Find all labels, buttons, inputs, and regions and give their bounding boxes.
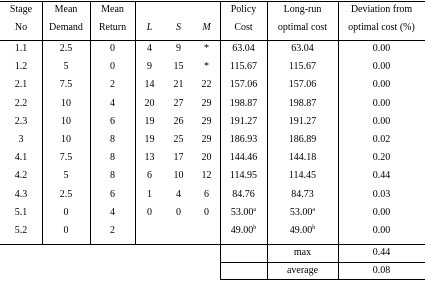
table-cell-policy: [220, 207, 267, 219]
table-cell-M: [193, 116, 220, 128]
table-cell-M: [193, 43, 220, 55]
table-cell-deviation: [338, 207, 425, 219]
summary-rule: [220, 262, 425, 263]
cell-text: 2: [110, 79, 115, 91]
cell-text: 0.00: [372, 225, 391, 236]
table-cell-L: [135, 116, 164, 128]
table-cell-policy: [220, 61, 267, 73]
table-cell-demand: [42, 152, 90, 164]
table-cell-optimal: [267, 134, 338, 146]
summary-max-value: 0.44: [372, 247, 391, 258]
cell-text: 3: [18, 134, 24, 145]
cell-text: 4: [176, 188, 181, 200]
header-deviation-1: Deviation from: [350, 4, 413, 15]
cell-text: 21: [173, 79, 184, 91]
cell-text: 8: [110, 170, 115, 182]
cell-text: 115.67: [229, 61, 258, 73]
cell-text: 114.95: [229, 170, 258, 182]
table-cell-policy: [220, 79, 267, 91]
cell-text: 4: [110, 97, 115, 109]
table-cell-deviation: [338, 225, 425, 237]
table-cell-deviation: [338, 189, 425, 201]
cell-text: 20: [144, 97, 155, 109]
table-cell-policy: [220, 43, 267, 55]
table-cell-policy: [220, 98, 267, 110]
header-L: L: [146, 22, 153, 33]
cell-text: 2.1: [14, 79, 28, 91]
header-policy-1: Policy: [230, 4, 257, 15]
footnote-marker: b: [253, 225, 257, 231]
cell-text: 4.2: [14, 170, 28, 182]
table-cell-L: [135, 43, 164, 55]
summary-max-label: max: [293, 247, 312, 258]
cell-text: 8: [110, 134, 115, 145]
table-cell-S: [164, 152, 193, 164]
table-cell-policy: [220, 116, 267, 128]
cell-text: 0.00: [372, 206, 391, 218]
cell-text: 191.27: [229, 115, 258, 127]
cell-text: 5: [63, 61, 69, 73]
cell-text: 1: [147, 188, 152, 200]
table-cell-demand: [42, 170, 90, 182]
table-cell-S: [164, 207, 193, 219]
table-cell-stage: [0, 134, 42, 146]
cell-text: 0.00: [372, 97, 391, 109]
cell-text: 2.3: [14, 115, 28, 127]
table-cell-M: [193, 170, 220, 182]
table-cell-optimal: [267, 170, 338, 182]
cell-text: 0.00: [372, 79, 391, 91]
cell-text: 63.04: [291, 43, 314, 54]
table-cell-return: [90, 116, 135, 128]
table-cell-S: [164, 116, 193, 128]
cell-text: 20: [201, 152, 212, 164]
table-cell-demand: [42, 134, 90, 146]
cell-text: 12: [201, 170, 212, 182]
table-cell-policy: [220, 189, 267, 201]
cell-text: 53.00: [289, 206, 313, 218]
cell-text: 0.00: [372, 43, 391, 54]
cell-text: 15: [173, 61, 184, 73]
cell-text: 0: [176, 206, 181, 218]
table-cell-stage: [0, 79, 42, 91]
cell-text: 84.73: [291, 188, 314, 200]
cell-text: 29: [201, 97, 212, 109]
header-policy-2: Cost: [234, 22, 253, 33]
table-cell-stage: [0, 207, 42, 219]
table-cell-L: [135, 152, 164, 164]
cell-text: 10: [61, 134, 71, 145]
cell-text: *: [204, 61, 209, 73]
cell-text: 7.5: [59, 79, 73, 91]
cell-text: *: [204, 43, 209, 54]
table-cell-return: [90, 170, 135, 182]
table-cell-M: [193, 152, 220, 164]
cell-text: 8: [110, 152, 115, 164]
cell-text: 26: [173, 115, 184, 127]
cell-text: 0: [63, 206, 69, 218]
table-cell-optimal: [267, 116, 338, 128]
cell-text: 9: [147, 61, 152, 73]
table-cell-stage: [0, 225, 42, 237]
cell-text: 0: [147, 206, 152, 218]
table-cell-stage: [0, 116, 42, 128]
table-cell-optimal: [267, 98, 338, 110]
table-cell-optimal: [267, 43, 338, 55]
cell-text: 53.00: [230, 206, 254, 218]
table-cell-return: [90, 152, 135, 164]
table-cell-M: [193, 98, 220, 110]
cell-text: 29: [201, 115, 212, 127]
table-cell-return: [90, 43, 135, 55]
table-cell-L: [135, 189, 164, 201]
cell-text: 157.06: [288, 79, 317, 91]
cell-text: 7.5: [59, 152, 73, 164]
cell-text: 198.87: [229, 97, 258, 109]
table-cell-deviation: [338, 116, 425, 128]
cell-text: 4: [147, 43, 152, 54]
table-cell-deviation: [338, 98, 425, 110]
table-cell-return: [90, 207, 135, 219]
cell-text: 2.2: [14, 97, 28, 109]
table-cell-deviation: [338, 43, 425, 55]
table-cell-S: [164, 98, 193, 110]
table-cell-L: [135, 61, 164, 73]
cell-text: 49.00: [230, 225, 254, 236]
cell-text: 19: [144, 115, 155, 127]
table-cell-return: [90, 79, 135, 91]
table-cell-stage: [0, 61, 42, 73]
table-cell-demand: [42, 189, 90, 201]
table-cell-policy: [220, 152, 267, 164]
table-cell-stage: [0, 189, 42, 201]
header-return-1: Mean: [101, 4, 124, 15]
cell-text: 10: [61, 115, 71, 127]
header-stage-2: No: [14, 22, 28, 33]
cell-text: 198.87: [288, 97, 317, 109]
cell-text: 186.89: [288, 134, 317, 145]
cell-text: 49.00: [289, 225, 313, 236]
table-cell-deviation: [338, 152, 425, 164]
cell-text: 6: [204, 188, 209, 200]
cell-text: 0: [110, 61, 115, 73]
table-cell-M: [193, 79, 220, 91]
cell-text: 0.00: [372, 61, 391, 73]
header-longrun-1: Long-run: [283, 4, 322, 15]
table-cell-return: [90, 189, 135, 201]
table-cell-S: [164, 79, 193, 91]
table-cell-deviation: [338, 61, 425, 73]
summary-average-label: average: [286, 265, 319, 276]
cell-text: 10: [173, 170, 184, 182]
footnote-marker: a: [253, 206, 257, 213]
table-cell-stage: [0, 43, 42, 55]
cell-text: 144.18: [288, 152, 317, 164]
cell-text: 186.93: [229, 134, 258, 145]
cell-text: 17: [173, 152, 184, 164]
table-cell-stage: [0, 152, 42, 164]
cell-text: 191.27: [288, 115, 317, 127]
table-cell-S: [164, 61, 193, 73]
table-cell-M: [193, 207, 220, 219]
table-cell-L: [135, 98, 164, 110]
table-cell-optimal: [267, 207, 338, 219]
cell-text: 84.76: [232, 188, 255, 200]
cell-text: 0.00: [372, 115, 391, 127]
table-cell-deviation: [338, 170, 425, 182]
cell-text: 29: [201, 134, 212, 145]
table-cell-M: [193, 189, 220, 201]
table-cell-return: [90, 134, 135, 146]
footnote-marker: a: [312, 206, 316, 213]
table-cell-demand: [42, 61, 90, 73]
cell-text: 5.1: [14, 206, 28, 218]
table-cell-policy: [220, 225, 267, 237]
table-cell-return: [90, 225, 135, 237]
table-cell-deviation: [338, 79, 425, 91]
cell-text: 4.1: [14, 152, 28, 164]
table-cell-optimal: [267, 79, 338, 91]
table-cell-policy: [220, 170, 267, 182]
cell-text: 1.2: [14, 61, 28, 73]
table-cell-S: [164, 134, 193, 146]
cell-text: 2.5: [59, 43, 73, 54]
bottom-rule: [220, 279, 425, 280]
table-cell-demand: [42, 43, 90, 55]
cell-text: 5: [63, 170, 69, 182]
table-cell-optimal: [267, 225, 338, 237]
header-return-2: Return: [98, 22, 127, 33]
cell-text: 9: [176, 43, 181, 54]
header-M: M: [202, 22, 211, 33]
table-cell-M: [193, 61, 220, 73]
table-cell-L: [135, 170, 164, 182]
table-cell-L: [135, 207, 164, 219]
table-cell-policy: [220, 134, 267, 146]
table-cell-L: [135, 79, 164, 91]
cell-text: 4.3: [14, 188, 28, 200]
header-demand-2: Demand: [49, 22, 83, 33]
cell-text: 0.44: [372, 170, 391, 182]
table-cell-demand: [42, 116, 90, 128]
cell-text: 6: [110, 115, 115, 127]
table-cell-S: [164, 189, 193, 201]
cell-text: 0: [204, 206, 209, 218]
cell-text: 63.04: [232, 43, 255, 54]
table-cell-S: [164, 43, 193, 55]
table-cell-demand: [42, 79, 90, 91]
cell-text: 144.46: [229, 152, 258, 164]
table-cell-M: [193, 134, 220, 146]
table-cell-optimal: [267, 61, 338, 73]
cell-text: 157.06: [229, 79, 258, 91]
header-S: S: [176, 22, 181, 33]
cell-text: 13: [144, 152, 155, 164]
cell-text: 10: [61, 97, 71, 109]
cell-text: 115.67: [288, 61, 317, 73]
cell-text: 0: [110, 43, 115, 54]
cell-text: 114.45: [288, 170, 317, 182]
table-cell-demand: [42, 98, 90, 110]
cell-text: 0.03: [372, 188, 391, 200]
cell-text: 14: [144, 79, 155, 91]
cell-text: 5.2: [14, 225, 28, 236]
table-cell-optimal: [267, 189, 338, 201]
table-cell-L: [135, 134, 164, 146]
cell-text: 4: [110, 206, 115, 218]
table-cell-demand: [42, 225, 90, 237]
cell-text: 19: [144, 134, 155, 145]
table-cell-demand: [42, 207, 90, 219]
top-rule: [0, 1, 425, 2]
table-cell-return: [90, 61, 135, 73]
summary-average-value: 0.08: [372, 265, 391, 276]
table-cell-return: [90, 98, 135, 110]
cell-text: 6: [110, 188, 115, 200]
header-longrun-2: optimal cost: [277, 22, 328, 33]
cell-text: 25: [173, 134, 184, 145]
cell-text: 6: [147, 170, 152, 182]
table-cell-S: [164, 170, 193, 182]
cell-text: 2: [110, 225, 115, 236]
header-deviation-2: optimal cost (%): [348, 22, 415, 33]
header-demand-1: Mean: [54, 4, 78, 15]
cell-text: 0.02: [372, 134, 391, 145]
cell-text: 27: [173, 97, 184, 109]
body-bottom-rule: [0, 244, 425, 245]
cell-text: 0.20: [372, 152, 391, 164]
table-cell-optimal: [267, 152, 338, 164]
table-cell-stage: [0, 170, 42, 182]
cell-text: 0: [63, 225, 69, 236]
header-rule: [0, 40, 425, 41]
cell-text: 1.1: [14, 43, 28, 54]
footnote-marker: b: [312, 225, 316, 231]
cell-text: 22: [201, 79, 212, 91]
table-cell-stage: [0, 98, 42, 110]
header-stage-1: Stage: [9, 4, 33, 15]
cell-text: 2.5: [59, 188, 73, 200]
table-cell-deviation: [338, 134, 425, 146]
